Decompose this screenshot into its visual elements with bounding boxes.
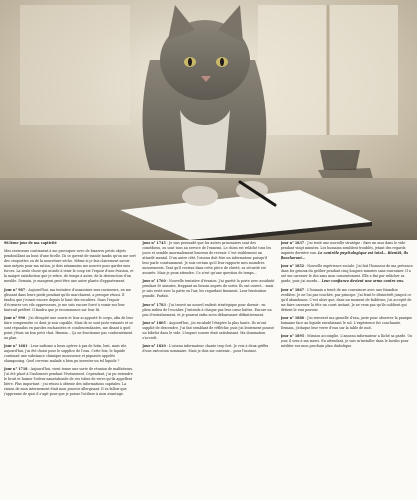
entry-text: : L'oiseau informateur chante trop fort. Je vois à deux griffes d'une exécution sommaire. Mais je dois me contenir... pour l'instant. [142,344,269,354]
entry-text: : Leur sadisme a beau opérer à pas de lutin, lent, mais sûr, aujourd'hui, j'ai été choisi pour le supplice de l'eau. Cette fois, le liquide contenait une substance chimique mousseuse et piquante appelée shampooing. Quel cerveau malade a bien pu inventer un tel liquide ? [4,344,127,364]
journal-heading: 983ème jour de ma captivité [4,241,57,245]
entry-text: : Mission accomplie. L'anneau informateur a lâché sa garde. Un jour, il sera à ma merci. En attendant, je vais m'installer dans le lavabo pour méditer sur mon prochain plan diabolique. [280,334,413,349]
entry-text: : J'ai testé une nouvelle stratégie : fixer un mur dans le vide pendant vingt minutes. Les humains semblent troublés, jetant des regards inquiets derrière eux. [280,241,406,255]
entry [142,241,274,276]
entry-day: Jour n° 1783 [142,302,166,307]
entry-day: Jour n° 1837 [280,241,305,245]
journal-columns [4,241,413,498]
entry-text: : Nouvelle expérience sociale. J'ai fait l'honneur de ma présence dans les genoux du geôlier pendant cinq longues minutes sans ronronner. Il a osé me caresser le dos sans mon consentement. Elle a fini par relâcher sa garde, puis j'ai mordu... [280,264,413,284]
entry [281,316,413,331]
entry [4,344,136,364]
entry-tail: Leur confiance devient une arme contre eux. [321,279,405,284]
entry-text: : Aujourd'hui, j'ai escaladé l'étagère la plus haute. Ils m'ont supplié de descendre. J'ai fait semblant de réfléchir, puis j'ai lentement poussé un bibelot dans le vide. L'impact sonore était satisfaisant. Ma domination s'accroît. [142,320,274,340]
entry [4,316,136,341]
column-3 [281,241,413,498]
column-1 [4,241,136,498]
entry-text: : J'ai trouvé un nouvel endroit stratégique pour dormir : en plein milieu de l'escalier. J'entends à chaque pas leur cœur battre. Encore un peu d'entraînement, et je pourrai enfin m'en débarrasser définitivement. [142,302,272,317]
entry-text: : J'ai décapité une souris et leur ai apporté le corps, afin de leur faire comprendre ce dont je suis capable. Mais ils se sont juste extasiés et se sont répandus en paroles enchantées et condescendantes, me disant à quel point j'étais un bon petit chat. Hmmm... Ça ne fonctionne pas conformément au plan. [4,315,134,340]
entry [4,288,136,313]
entry [281,241,413,261]
entry [142,303,274,318]
cat-writing-photo [0,0,417,240]
entry [142,321,274,341]
entry-day: Jour n° 1852 [280,264,305,269]
entry-day: Jour n° 990 [4,315,26,320]
entry-day: Jour n° 1745 [142,241,166,245]
entry [4,367,136,397]
entry-text: : Aujourd'hui, ma tentative d'assassiner mes ravisseurs, en me glissant dans leurs pieds pendant qu'ils marchaient, a presque réussi. Il faudra que j'essaie encore depuis le haut des escaliers. Dans l'espoir d'écœurer ces vils oppresseurs, je me suis encore forcé à vomir sur leur fauteuil préféré. Il faudra que je recommence sur leur lit. [4,287,131,312]
entry [281,288,413,313]
entry-day: Jour n° 1867 [280,287,305,292]
entry-text: : L'humain a tenté de me convaincre avec une friandise verdâtre. Je ne l'ai pas touchée, par principe. J'ai feint le désintérêt jusqu'à ce qu'il abandonne. C'est alors que, dans un moment de faiblesse, j'ai accepté de me faire caresser la tête un court instant. Je ne veux pas qu'ils oublient qui détient le vrai pouvoir. [280,287,412,312]
entry [281,264,413,284]
entry [281,334,413,349]
entry-day: Jour n° 987 [4,287,26,292]
entry-tail: Le contrôle psychologique est total... Bientôt, ils flancheront... [280,251,409,260]
entry-text: : J'ai renversé ma gamelle d'eau, juste pour observer la panique humaine face au liquide envahissant le sol. L'expérience fut concluante. Demain, j'attaque leur verre d'eau sur la table de nuit. [280,315,413,330]
photo-illustration [0,0,417,240]
journal-intro: Mes ravisseurs continuent à me provoquer avec de bizarres petits objets pendouillant au bout d'une ficelle. Ils se gavent de viande tandis qu'on me sert des croquettes ou de la nourriture sèche. Même si je fais clairement savoir mon mépris pour ma ration, je dois néanmoins me nourrir pour garder mes forces. La seule chose qui m'aide à tenir le coup est l'espoir d'une évasion, et la maigre satisfaction que je retire, de temps à autre, de la destruction d'un meuble. Demain, je mangerai peut-être une autre plante d'appartement. [4,249,136,284]
entry-text: : Nouvelle tentative d'évasion. J'ai guetté la porte avec assiduité pendant 50 minutes, frappant au besoin auprès de sortir. Ils ont ouvert... mais je suis resté avec la patte en l'air, les regardant fixement. Leur frustration grandit. Parfait. [142,279,275,299]
entry-day: Jour n° 1718 [4,367,28,372]
entry-day: Jour n° 1760 [142,279,166,284]
entry-text: : Je suis persuadé que les autres prisonniers sont des comédiens, ou sont tous au service de l'ennemi. Le chien est relâché tous les jours et semble anormalement heureux de revenir. C'est visiblement un attardé mental. D'un autre côté, l'oiseau doit être un informateur puisqu'il leur parle constamment. Je suis certain qu'il leur rapporte mes moindres mouvements. Tant qu'il restera dans cette pièce de sûreté, sa sécurité est assurée. Mais je peux attendre. Ce n'est qu'une question de temps... [142,241,272,275]
entry [142,344,274,354]
entry-day: Jour n° 1805 [142,320,166,325]
entry-text: : Aujourd'hui, vient tenue une sorte de réunion de malfaiteurs. J'ai été placé à l'isolement pendant l'événement. Cependant, j'ai pu entendre le bruit et humer l'odeur nauséabonde de ces tubes de verre qu'ils appellent bière. Plus important : j'ai réussi à obtenir des informations capitales. La raison de mon internement était mon pouvoir allergisant. Il va falloir que j'apprenne de quoi il s'agit pour que je puisse l'utiliser à mon avantage. [4,367,134,397]
entry-day: Jour n° 1880 [280,315,305,320]
column-2 [142,241,274,498]
entry-day: Jour n° 1681 [4,344,28,349]
entry [142,279,274,299]
entry-day: Jour n° 1895 [280,334,305,339]
entry-day: Jour n° 1820 [142,344,166,349]
